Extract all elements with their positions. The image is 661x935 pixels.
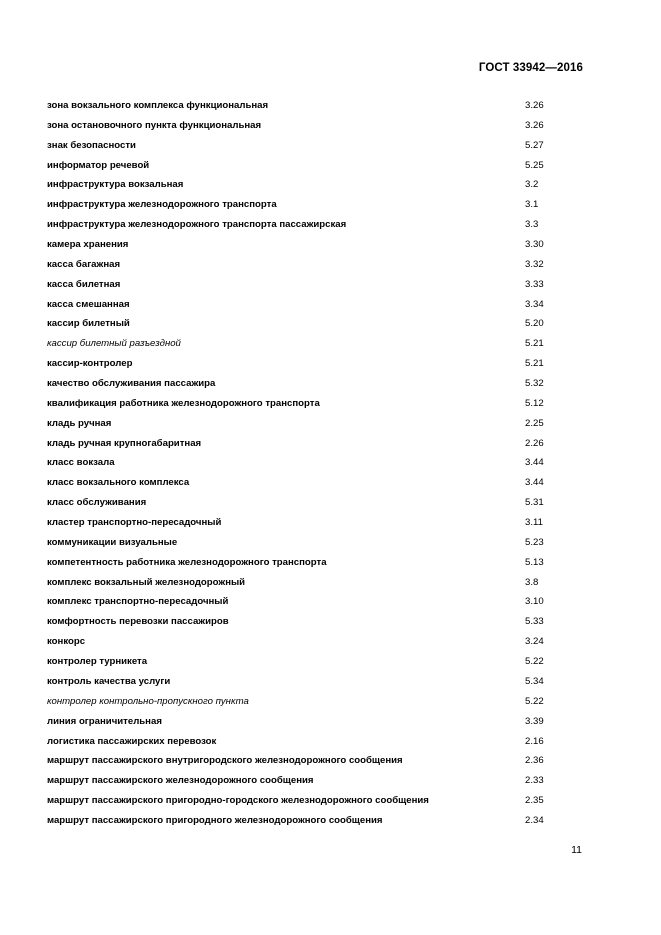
index-term: маршрут пассажирского внутригородского железнодорожного сообщения (47, 755, 403, 767)
index-term-reference: 5.23 (525, 536, 544, 548)
index-term: класс вокзального комплекса (47, 477, 190, 489)
index-row (47, 632, 607, 652)
index-term: кассир билетный разъездной (47, 338, 181, 350)
index-term-reference: 3.33 (525, 278, 544, 290)
index-row (47, 513, 607, 533)
index-term: линия ограничительная (47, 715, 162, 727)
index-term: компетентность работника железнодорожного транспорта (47, 556, 327, 568)
index-term-reference: 2.34 (525, 814, 544, 826)
index-term: контролер контрольно-пропускного пункта (47, 695, 249, 707)
index-term: инфраструктура вокзальная (47, 179, 184, 191)
index-term-reference: 2.16 (525, 735, 544, 747)
index-row (47, 493, 607, 513)
index-term: инфраструктура железнодорожного транспорта (47, 199, 277, 211)
index-row (47, 275, 607, 295)
index-term: класс обслуживания (47, 497, 147, 509)
index-term-reference: 5.21 (525, 358, 544, 370)
index-term: зона остановочного пункта функциональная (47, 119, 262, 131)
index-term: квалификация работника железнодорожного транспорта (47, 397, 320, 409)
index-row (47, 771, 607, 791)
index-row (47, 692, 607, 712)
index-row (47, 215, 607, 235)
index-row (47, 791, 607, 811)
index-term: качество обслуживания пассажира (47, 378, 216, 390)
index-row (47, 592, 607, 612)
index-term-reference: 5.31 (525, 497, 544, 509)
index-term-reference: 5.13 (525, 556, 544, 568)
standard-designation: ГОСТ 33942—2016 (478, 62, 583, 74)
index-term-reference: 3.26 (525, 100, 544, 111)
index-term-reference: 5.22 (525, 695, 544, 707)
index-term-reference: 3.30 (525, 239, 544, 251)
index-term-reference: 5.20 (525, 318, 544, 330)
index-term-reference: 3.10 (525, 596, 544, 608)
index-row (47, 235, 607, 255)
index-row (47, 414, 607, 434)
index-term-reference: 3.3 (525, 219, 539, 231)
index-row (47, 314, 607, 334)
index-term: касса багажная (47, 258, 121, 270)
index-row (47, 156, 607, 176)
index-term-reference: 2.36 (525, 755, 544, 767)
index-row (47, 553, 607, 573)
index-term: зона вокзального комплекса функциональная (47, 100, 269, 111)
index-row (47, 394, 607, 414)
index-term: кассир-контролер (47, 358, 133, 370)
index-term-reference: 5.12 (525, 397, 544, 409)
index-term-reference: 3.2 (525, 179, 539, 191)
index-row (47, 473, 607, 493)
index-term: контролер турникета (47, 656, 148, 668)
index-row (47, 434, 607, 454)
index-row (47, 136, 607, 156)
index-term: кладь ручная (47, 417, 112, 429)
index-term-reference: 3.34 (525, 298, 544, 310)
index-term: маршрут пассажирского железнодорожного сообщения (47, 775, 314, 787)
index-term: контроль качества услуги (47, 675, 171, 687)
index-row (47, 712, 607, 732)
index-term-reference: 3.11 (525, 517, 543, 529)
index-row (47, 96, 607, 116)
index-term-reference: 5.25 (525, 159, 544, 171)
index-row (47, 732, 607, 752)
index-row (47, 116, 607, 136)
index-term-reference: 3.1 (525, 199, 539, 211)
index-row (47, 573, 607, 593)
index-row (47, 751, 607, 771)
index-term: класс вокзала (47, 457, 115, 469)
index-term-reference: 5.33 (525, 616, 544, 628)
index-term: знак безопасности (47, 139, 136, 151)
index-term: маршрут пассажирского пригородно-городского железнодорожного сообщения (47, 795, 429, 807)
index-term-reference: 5.32 (525, 378, 544, 390)
index-term: информатор речевой (47, 159, 150, 171)
index-term-reference: 3.44 (525, 477, 544, 489)
index-term-reference: 5.22 (525, 656, 544, 668)
index-term-reference: 2.35 (525, 795, 544, 807)
index-term-reference: 5.27 (525, 139, 544, 151)
index-row (47, 295, 607, 315)
index-term-reference: 3.24 (525, 636, 544, 648)
index-row (47, 652, 607, 672)
index-term-reference: 3.44 (525, 457, 544, 469)
page-number: 11 (571, 844, 582, 856)
index-term: камера хранения (47, 239, 129, 251)
index-row (47, 334, 607, 354)
index-term-reference: 3.32 (525, 258, 544, 270)
document-header (479, 62, 583, 74)
index-term-reference: 3.39 (525, 715, 544, 727)
index-term: конкорс (47, 636, 86, 648)
index-row (47, 374, 607, 394)
index-term: маршрут пассажирского пригородного железнодорожного сообщения (47, 814, 383, 826)
index-term-reference: 2.25 (525, 417, 544, 429)
index-term-reference: 2.26 (525, 437, 544, 449)
index-term-reference: 5.21 (525, 338, 544, 350)
index-term: кассир билетный (47, 318, 130, 330)
index-term: комплекс транспортно-пересадочный (47, 596, 229, 608)
index-term-reference: 5.34 (525, 675, 544, 687)
index-term: касса билетная (47, 278, 121, 290)
index-row (47, 533, 607, 553)
index-row (47, 672, 607, 692)
index-row (47, 612, 607, 632)
index-term-reference: 2.33 (525, 775, 544, 787)
index-term-reference: 3.26 (525, 119, 544, 131)
index-term: комфортность перевозки пассажиров (47, 616, 229, 628)
index-row (47, 453, 607, 473)
index-term: инфраструктура железнодорожного транспорта пассажирская (47, 219, 347, 231)
index-row (47, 255, 607, 275)
index-row (47, 175, 607, 195)
index-term: кладь ручная крупногабаритная (47, 437, 202, 449)
index-term: касса смешанная (47, 298, 130, 310)
index-term: логистика пассажирских перевозок (47, 735, 217, 747)
index-term: комплекс вокзальный железнодорожный (47, 576, 246, 588)
index-row (47, 195, 607, 215)
index-term: кластер транспортно-пересадочный (47, 517, 222, 529)
alphabetical-term-index (47, 96, 607, 831)
index-term-reference: 3.8 (525, 576, 539, 588)
index-row (47, 354, 607, 374)
index-term: коммуникации визуальные (47, 536, 178, 548)
index-row (47, 811, 607, 831)
